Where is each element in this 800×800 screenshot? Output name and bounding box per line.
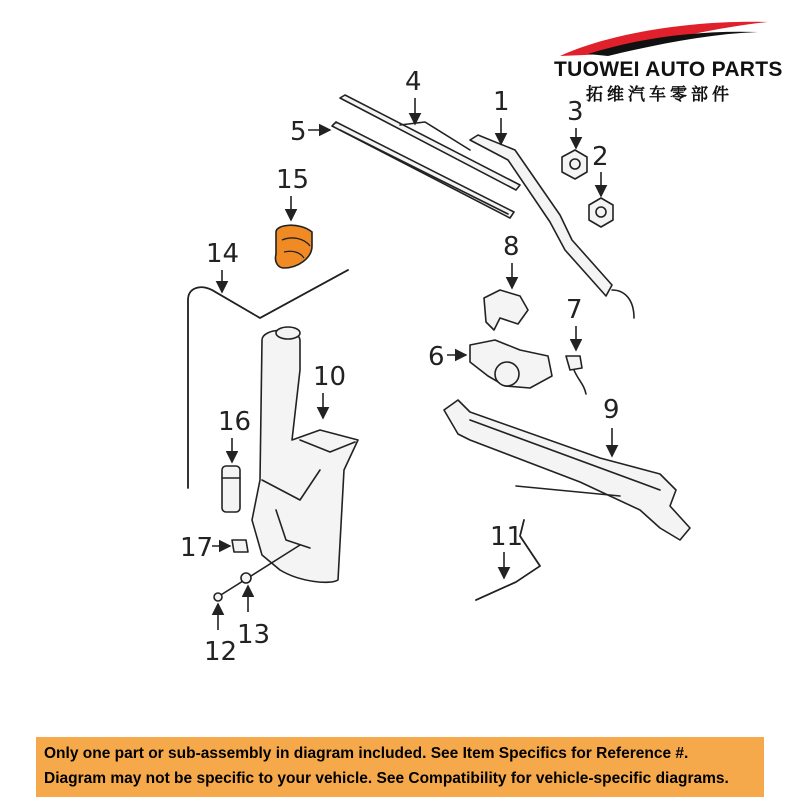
svg-text:9: 9: [603, 395, 620, 425]
callout-12: [204, 604, 237, 667]
callout-2: [592, 142, 609, 196]
notice-line-1: Only one part or sub-assembly in diagram included. See Item Specifics for Reference #.: [44, 745, 689, 762]
svg-text:8: 8: [503, 232, 520, 262]
callout-9: [603, 395, 620, 456]
svg-text:11: 11: [490, 522, 524, 552]
svg-text:10: 10: [313, 362, 347, 392]
svg-text:7: 7: [566, 295, 583, 325]
callout-11: [490, 522, 523, 578]
motor-bracket: [484, 290, 528, 330]
wiper-arm: [470, 135, 634, 318]
callout-5: [290, 117, 330, 147]
svg-text:4: 4: [405, 67, 422, 97]
svg-text:17: 17: [180, 533, 214, 563]
callout-8: [503, 232, 520, 288]
callout-4: [405, 67, 422, 124]
grommet: [232, 540, 248, 552]
svg-text:3: 3: [567, 97, 584, 127]
wire-connector: [566, 356, 586, 394]
callout-15: [276, 165, 309, 220]
wiper-blade-assembly: [332, 95, 520, 218]
callout-3: [567, 97, 584, 148]
callout-13: [237, 586, 270, 650]
nut-3: [562, 150, 587, 179]
notice-line-2: Diagram may not be specific to your vehicle. See Compatibility for vehicle-specific diagrams.: [44, 770, 729, 787]
svg-text:2: 2: [592, 142, 609, 172]
svg-text:6: 6: [428, 342, 445, 372]
svg-text:16: 16: [218, 407, 252, 437]
brand-chinese-name: 拓维汽车零部件: [586, 85, 733, 105]
svg-text:13: 13: [237, 620, 271, 650]
svg-text:12: 12: [204, 637, 238, 667]
wiper-linkage: [444, 400, 690, 540]
svg-text:14: 14: [206, 239, 240, 269]
reservoir-cap-highlighted: [275, 225, 312, 268]
callout-14: [206, 239, 239, 292]
svg-text:5: 5: [290, 117, 307, 147]
callout-6: [428, 342, 466, 372]
swoosh-logo-icon: [548, 14, 800, 58]
callout-1: [493, 87, 510, 144]
callout-16: [218, 407, 251, 462]
notice-banner: [36, 737, 764, 797]
nut-2: [589, 198, 613, 227]
callout-7: [566, 295, 583, 350]
brand-logo: [548, 14, 800, 104]
wiper-motor: [470, 340, 552, 388]
callout-10: [313, 362, 346, 418]
svg-text:1: 1: [493, 87, 510, 117]
callout-17: [180, 533, 230, 563]
washer-pump: [222, 466, 240, 512]
brand-name: TUOWEI AUTO PARTS: [554, 58, 783, 81]
svg-text:15: 15: [276, 165, 310, 195]
